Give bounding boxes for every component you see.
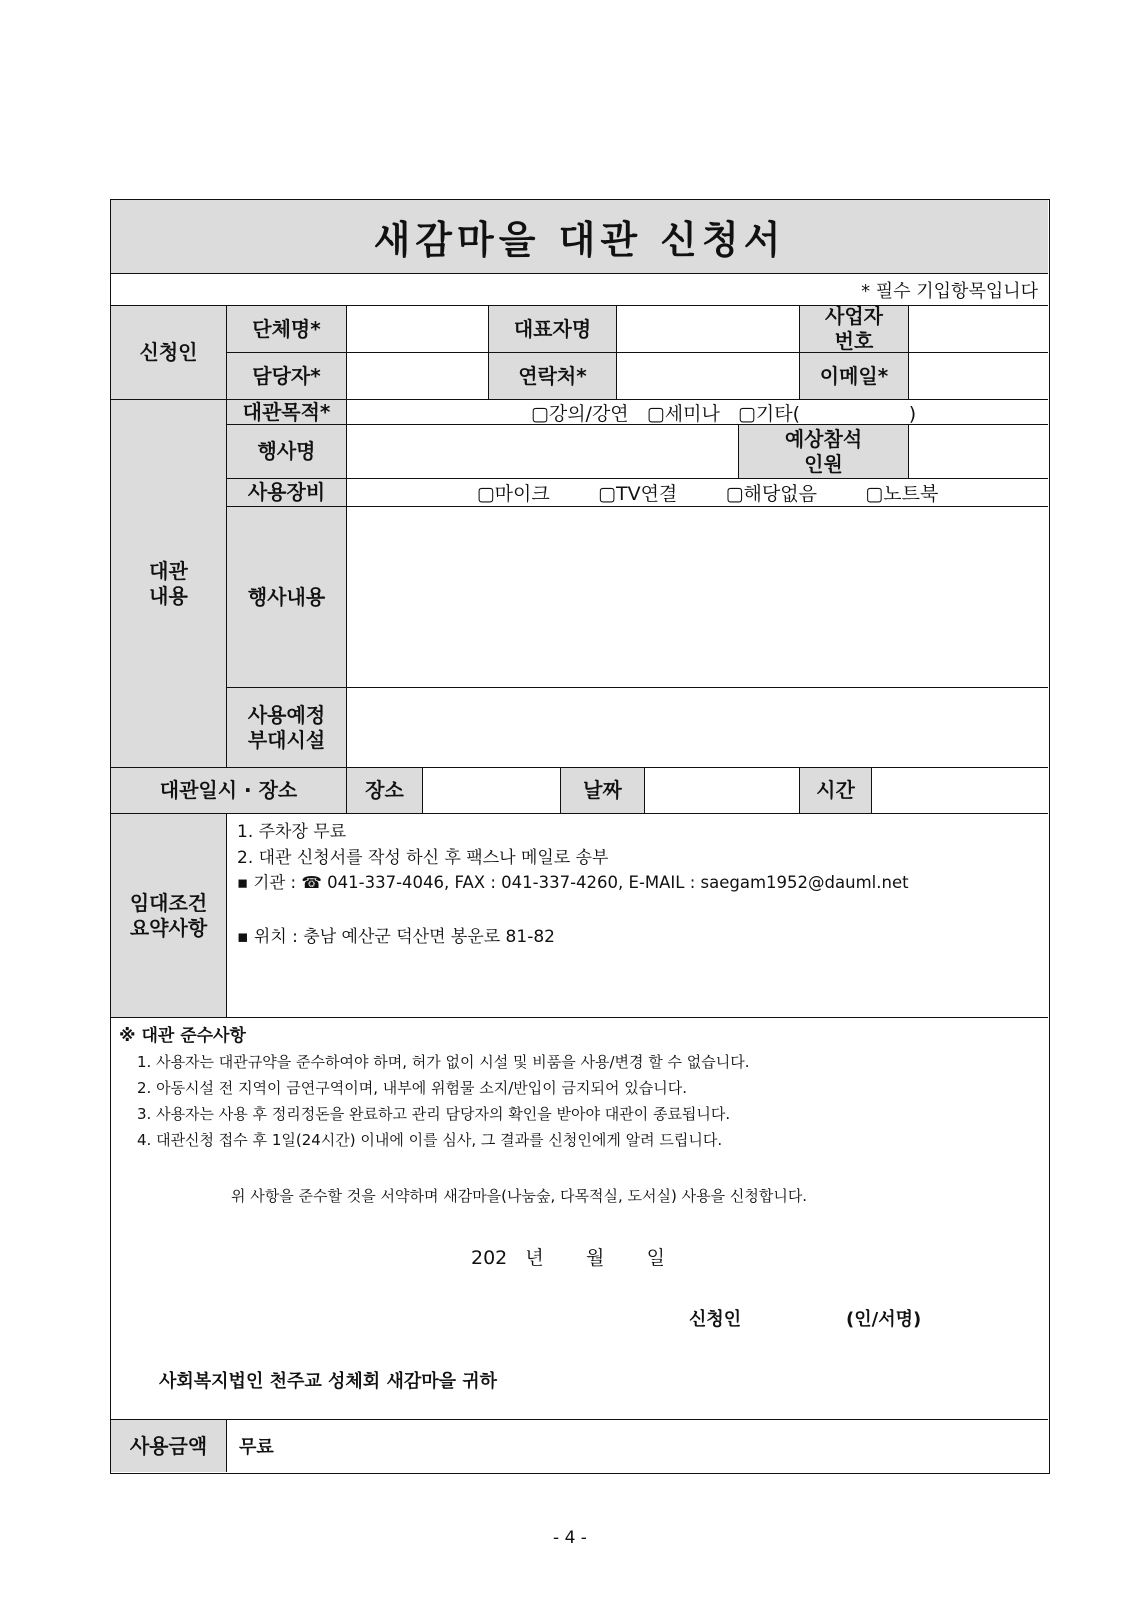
required-note-row bbox=[111, 274, 1048, 306]
group-name-field[interactable] bbox=[347, 306, 489, 353]
rules-heading: ※ 대관 준수사항 bbox=[119, 1026, 246, 1046]
event-name-label: 행사명 bbox=[227, 425, 347, 479]
rule-item-4: 4. 대관신청 접수 후 1일(24시간) 이내에 이를 심사, 그 결과를 신청인에게 알려 드립니다. bbox=[137, 1131, 723, 1149]
email-field[interactable] bbox=[909, 353, 1048, 400]
business-no-label: 사업자번호 bbox=[800, 306, 909, 353]
equipment-label: 사용장비 bbox=[227, 479, 347, 507]
pledge-text: 위 사항을 준수할 것을 서약하며 새감마을(나눔숲, 다목적실, 도서실) 사용을 신청합니다. bbox=[231, 1187, 808, 1205]
rental-section-label: 대관 내용 bbox=[111, 400, 227, 768]
phone-label: 연락처* bbox=[489, 353, 617, 400]
business-no-field[interactable] bbox=[909, 306, 1048, 353]
email-label: 이메일* bbox=[800, 353, 909, 400]
condition-line-1: 1. 주차장 무료 bbox=[237, 822, 347, 842]
fee-label: 사용금액 bbox=[111, 1420, 227, 1472]
event-content-field[interactable] bbox=[347, 507, 1048, 688]
purpose-label: 대관목적* bbox=[227, 400, 347, 425]
event-name-field[interactable] bbox=[347, 425, 739, 479]
phone-field[interactable] bbox=[617, 353, 800, 400]
condition-line-2: 2. 대관 신청서를 작성 하신 후 팩스나 메일로 송부 bbox=[237, 848, 609, 868]
time-field[interactable] bbox=[872, 768, 1048, 814]
rule-item-1: 1. 사용자는 대관규약을 준수하여야 하며, 허가 없이 시설 및 비품을 사용/변경 할 수 없습니다. bbox=[137, 1053, 750, 1071]
condition-line-3: ▪ 기관 : ☎ 041-337-4046, FAX : 041-337-4260, E-MAIL : saegam1952@dauml.net bbox=[237, 873, 909, 892]
date-field[interactable] bbox=[645, 768, 800, 814]
group-name-label: 단체명* bbox=[227, 306, 347, 353]
form-title-cell bbox=[111, 200, 1048, 274]
recipient: 사회복지법인 천주교 성체회 새감마을 귀하 bbox=[159, 1371, 498, 1392]
signature-label: (인/서명) bbox=[846, 1309, 922, 1330]
purpose-options[interactable]: ▢강의/강연 ▢세미나 ▢기타( ) bbox=[347, 400, 1048, 425]
schedule-label: 대관일시 · 장소 bbox=[111, 768, 347, 814]
condition-line-4: ▪ 위치 : 충남 예산군 덕산면 봉운로 81-82 bbox=[237, 927, 555, 947]
conditions-label: 임대조건 요약사항 bbox=[111, 814, 227, 1018]
fee-value-cell bbox=[227, 1420, 1048, 1472]
attendees-label: 예상참석 인원 bbox=[739, 425, 909, 479]
facilities-label: 사용예정 부대시설 bbox=[227, 688, 347, 768]
signer-label: 신청인 bbox=[689, 1309, 742, 1330]
place-field[interactable] bbox=[423, 768, 561, 814]
facilities-field[interactable] bbox=[347, 688, 1048, 768]
event-content-label: 행사내용 bbox=[227, 507, 347, 688]
page-number: - 4 - bbox=[553, 1528, 587, 1548]
representative-field[interactable] bbox=[617, 306, 800, 353]
equipment-options[interactable]: ▢마이크 ▢TV연결 ▢해당없음 ▢노트북 bbox=[347, 479, 1048, 507]
rule-item-2: 2. 아동시설 전 지역이 금연구역이며, 내부에 위험물 소지/반입이 금지되어 있습니다. bbox=[137, 1079, 687, 1097]
date-label: 날짜 bbox=[561, 768, 645, 814]
form-title: 새감마을 대관 신청서 bbox=[373, 218, 786, 262]
contact-person-field[interactable] bbox=[347, 353, 489, 400]
time-label: 시간 bbox=[800, 768, 872, 814]
place-label: 장소 bbox=[347, 768, 423, 814]
representative-label: 대표자명 bbox=[489, 306, 617, 353]
rental-application-form bbox=[110, 199, 1050, 1474]
attendees-field[interactable] bbox=[909, 425, 1048, 479]
required-note: * 필수 기입항목입니다 bbox=[861, 280, 1038, 302]
application-date: 202 년 월 일 bbox=[471, 1247, 665, 1269]
contact-person-label: 담당자* bbox=[227, 353, 347, 400]
fee-value: 무료 bbox=[239, 1437, 274, 1458]
applicant-section-label: 신청인 bbox=[111, 306, 227, 400]
rule-item-3: 3. 사용자는 사용 후 정리정돈을 완료하고 관리 담당자의 확인을 받아야 대관이 종료됩니다. bbox=[137, 1105, 731, 1123]
